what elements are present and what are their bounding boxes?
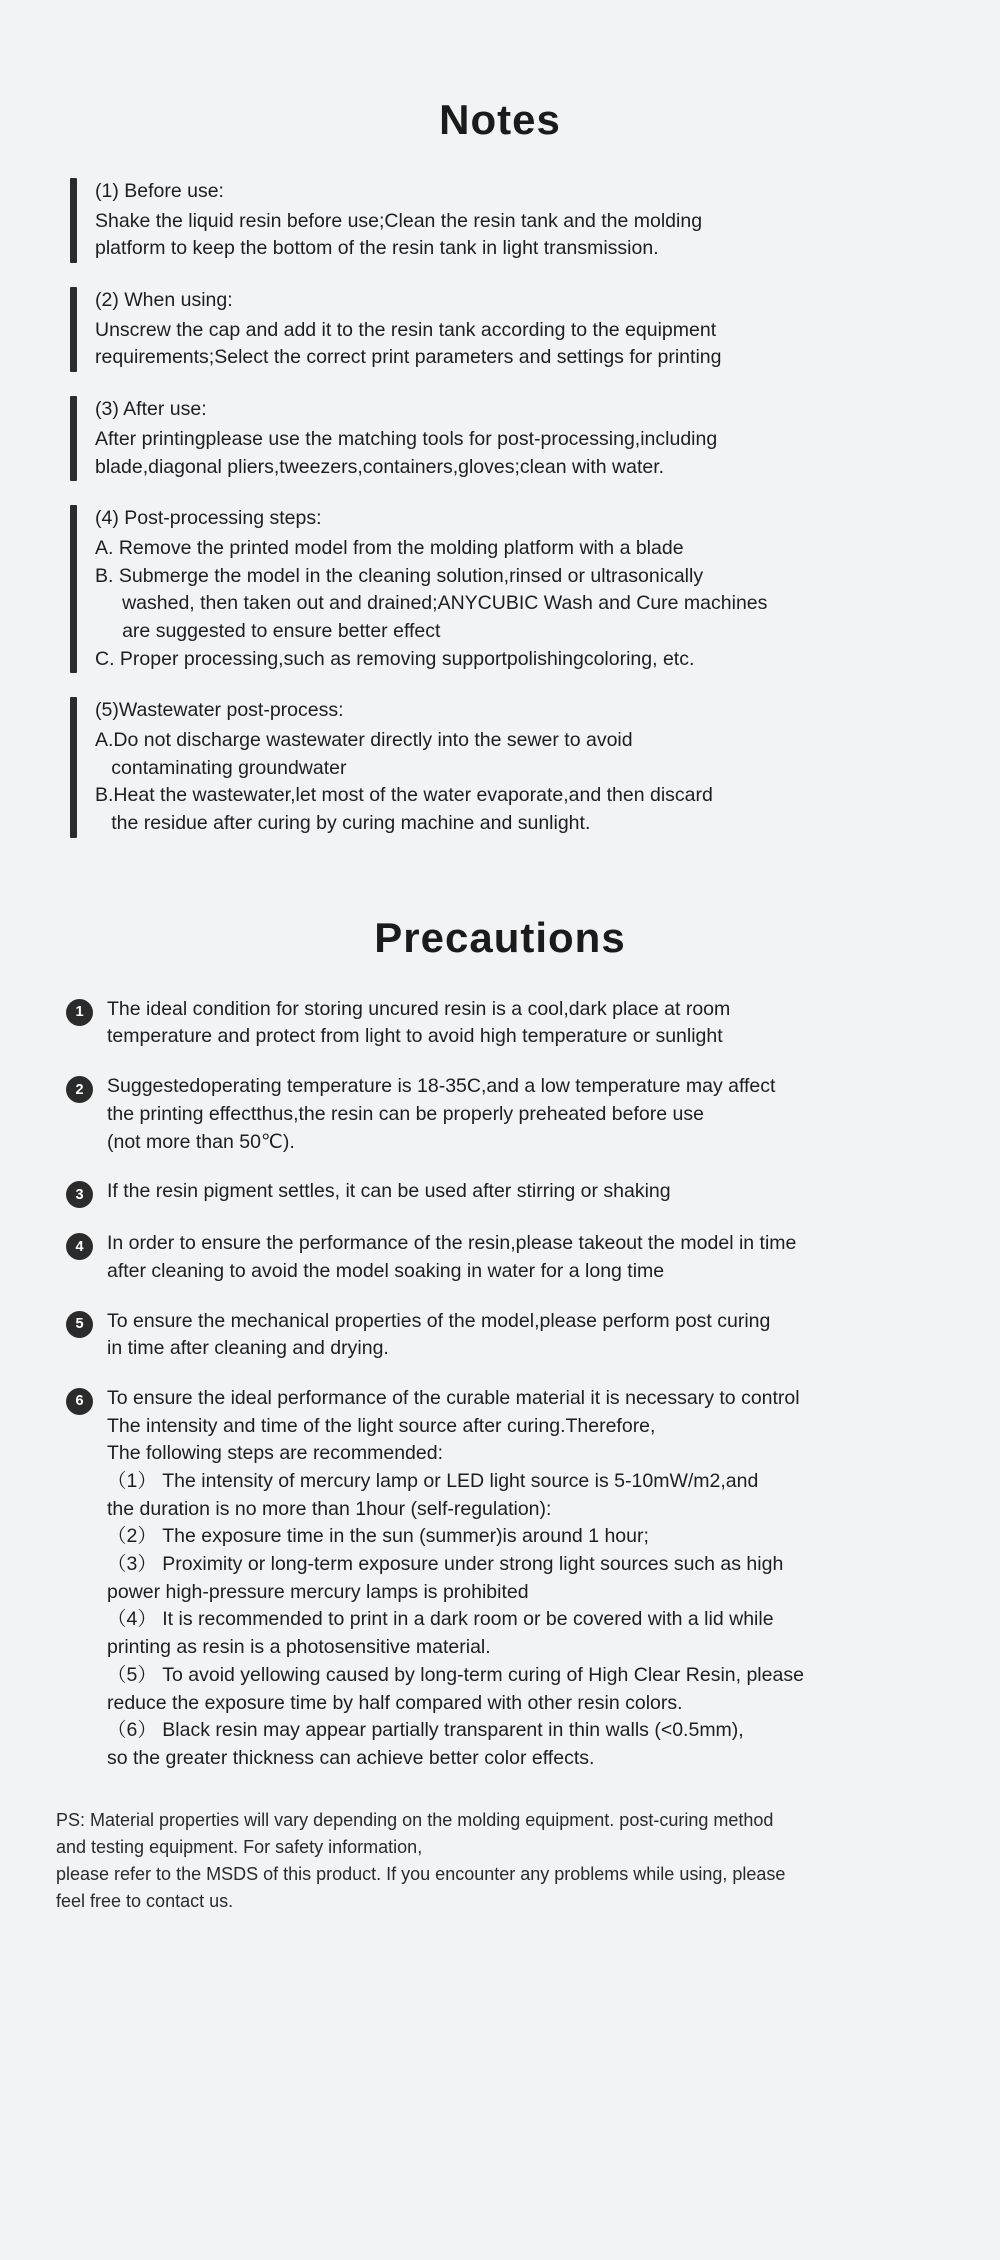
precaution-text-line: the printing effectthus,the resin can be properly preheated before use (107, 1102, 704, 1125)
note-accent-bar (70, 396, 77, 481)
notes-heading: Notes (439, 96, 561, 143)
note-text-line: contaminating groundwater (95, 756, 347, 779)
precaution-text-line: The intensity and time of the light source after curing.Therefore, (107, 1414, 656, 1437)
precaution-text-line: power high-pressure mercury lamps is prohibited (107, 1580, 529, 1603)
precaution-text-line: In order to ensure the performance of the resin,please takeout the model in time (107, 1232, 797, 1255)
precaution-text-line: in time after cleaning and drying. (107, 1337, 389, 1360)
precaution-number-badge: 1 (66, 999, 93, 1026)
precaution-text-line: the duration is no more than 1hour (self-regulation): (107, 1497, 552, 1520)
note-title: (5)Wastewater post-process: (95, 699, 344, 722)
precaution-body (93, 1073, 775, 1156)
note-title: (2) When using: (95, 289, 233, 312)
ps-footnote (56, 1807, 952, 1915)
precaution-text-line: （6） Black resin may appear partially transparent in thin walls (<0.5mm), (107, 1719, 744, 1742)
precaution-text-line: The following steps are recommended: (107, 1442, 444, 1465)
precaution-text-line: reduce the exposure time by half compared with other resin colors. (107, 1691, 683, 1714)
precaution-number-badge: 5 (66, 1311, 93, 1338)
precaution-text-line: （1） The intensity of mercury lamp or LED light source is 5-10mW/m2,and (107, 1470, 759, 1492)
note-text-line: A. Remove the printed model from the molding platform with a blade (95, 536, 684, 559)
note-body (77, 396, 717, 481)
precaution-item (66, 1178, 952, 1208)
note-text-line: B. Submerge the model in the cleaning solution,rinsed or ultrasonically (95, 564, 704, 587)
precaution-text-line: so the greater thickness can achieve better color effects. (107, 1746, 595, 1769)
note-text-line: are suggested to ensure better effect (95, 619, 441, 642)
notes-list (70, 178, 952, 838)
ps-text-line: feel free to contact us. (56, 1890, 234, 1911)
note-text-line: blade,diagonal pliers,tweezers,containers,gloves;clean with water. (95, 455, 665, 478)
note-title: (1) Before use: (95, 180, 224, 202)
note-body (77, 505, 767, 673)
note-text-line: A.Do not discharge wastewater directly into the sewer to avoid (95, 729, 633, 751)
precautions-list (66, 996, 952, 1773)
note-item (70, 396, 952, 481)
precaution-text-line: （3） Proximity or long-term exposure under strong light sources such as high (107, 1553, 784, 1576)
note-text-line: washed, then taken out and drained;ANYCUBIC Wash and Cure machines (95, 592, 768, 615)
note-text-line: After printingplease use the matching tools for post-processing,including (95, 427, 718, 450)
note-body (77, 697, 713, 837)
precaution-text-line: To ensure the ideal performance of the curable material it is necessary to control (107, 1386, 800, 1409)
precaution-text-line: （4） It is recommended to print in a dark room or be covered with a lid while (107, 1608, 774, 1631)
precaution-item (66, 1385, 952, 1773)
note-text-line: the residue after curing by curing machine and sunlight. (95, 812, 591, 835)
precaution-body (93, 1178, 671, 1206)
note-body (77, 178, 702, 263)
precaution-text-line: （2） The exposure time in the sun (summer)is around 1 hour; (107, 1525, 649, 1548)
note-item (70, 697, 952, 837)
precaution-item (66, 1230, 952, 1285)
precaution-text-line: Suggestedoperating temperature is 18-35C,and a low temperature may affect (107, 1075, 776, 1098)
note-text-line: platform to keep the bottom of the resin tank in light transmission. (95, 237, 659, 260)
note-title: (3) After use: (95, 398, 207, 421)
ps-text-line: PS: Material properties will vary depending on the molding equipment. post-curing method (56, 1809, 774, 1830)
precaution-item (66, 1308, 952, 1363)
note-title: (4) Post-processing steps: (95, 507, 322, 530)
precaution-text-line: after cleaning to avoid the model soaking in water for a long time (107, 1259, 665, 1282)
note-accent-bar (70, 178, 77, 263)
ps-text-line: please refer to the MSDS of this product. If you encounter any problems while using, please (56, 1863, 786, 1884)
precaution-number-badge: 6 (66, 1388, 93, 1415)
precaution-text-line: (not more than 50℃). (107, 1130, 295, 1153)
precaution-text-line: The ideal condition for storing uncured resin is a cool,dark place at room (107, 997, 731, 1020)
precaution-number-badge: 3 (66, 1181, 93, 1208)
note-text-line: C. Proper processing,such as removing supportpolishingcoloring, etc. (95, 647, 695, 670)
ps-text-line: and testing equipment. For safety information, (56, 1836, 423, 1857)
note-accent-bar (70, 697, 77, 837)
note-accent-bar (70, 505, 77, 673)
precaution-text-line: temperature and protect from light to avoid high temperature or sunlight (107, 1025, 723, 1048)
precaution-text-line: If the resin pigment settles, it can be used after stirring or shaking (107, 1180, 671, 1203)
precaution-text-line: To ensure the mechanical properties of the model,please perform post curing (107, 1309, 771, 1332)
precautions-heading: Precautions (374, 913, 626, 961)
precaution-text-line: （5） To avoid yellowing caused by long-term curing of High Clear Resin, please (107, 1663, 804, 1686)
note-item (70, 287, 952, 372)
note-text-line: B.Heat the wastewater,let most of the water evaporate,and then discard (95, 784, 713, 807)
precaution-body (93, 1308, 770, 1363)
precaution-number-badge: 2 (66, 1076, 93, 1103)
note-accent-bar (70, 287, 77, 372)
note-item (70, 505, 952, 673)
precaution-text-line: printing as resin is a photosensitive material. (107, 1636, 491, 1659)
precaution-body (93, 1385, 804, 1773)
note-text-line: requirements;Select the correct print parameters and settings for printing (95, 346, 722, 369)
precaution-body (93, 996, 730, 1051)
precaution-item (66, 996, 952, 1051)
note-item (70, 178, 952, 263)
precaution-body (93, 1230, 796, 1285)
precaution-number-badge: 4 (66, 1233, 93, 1260)
precaution-item (66, 1073, 952, 1156)
note-body (77, 287, 721, 372)
note-text-line: Shake the liquid resin before use;Clean the resin tank and the molding (95, 209, 703, 232)
note-text-line: Unscrew the cap and add it to the resin tank according to the equipment (95, 318, 717, 341)
